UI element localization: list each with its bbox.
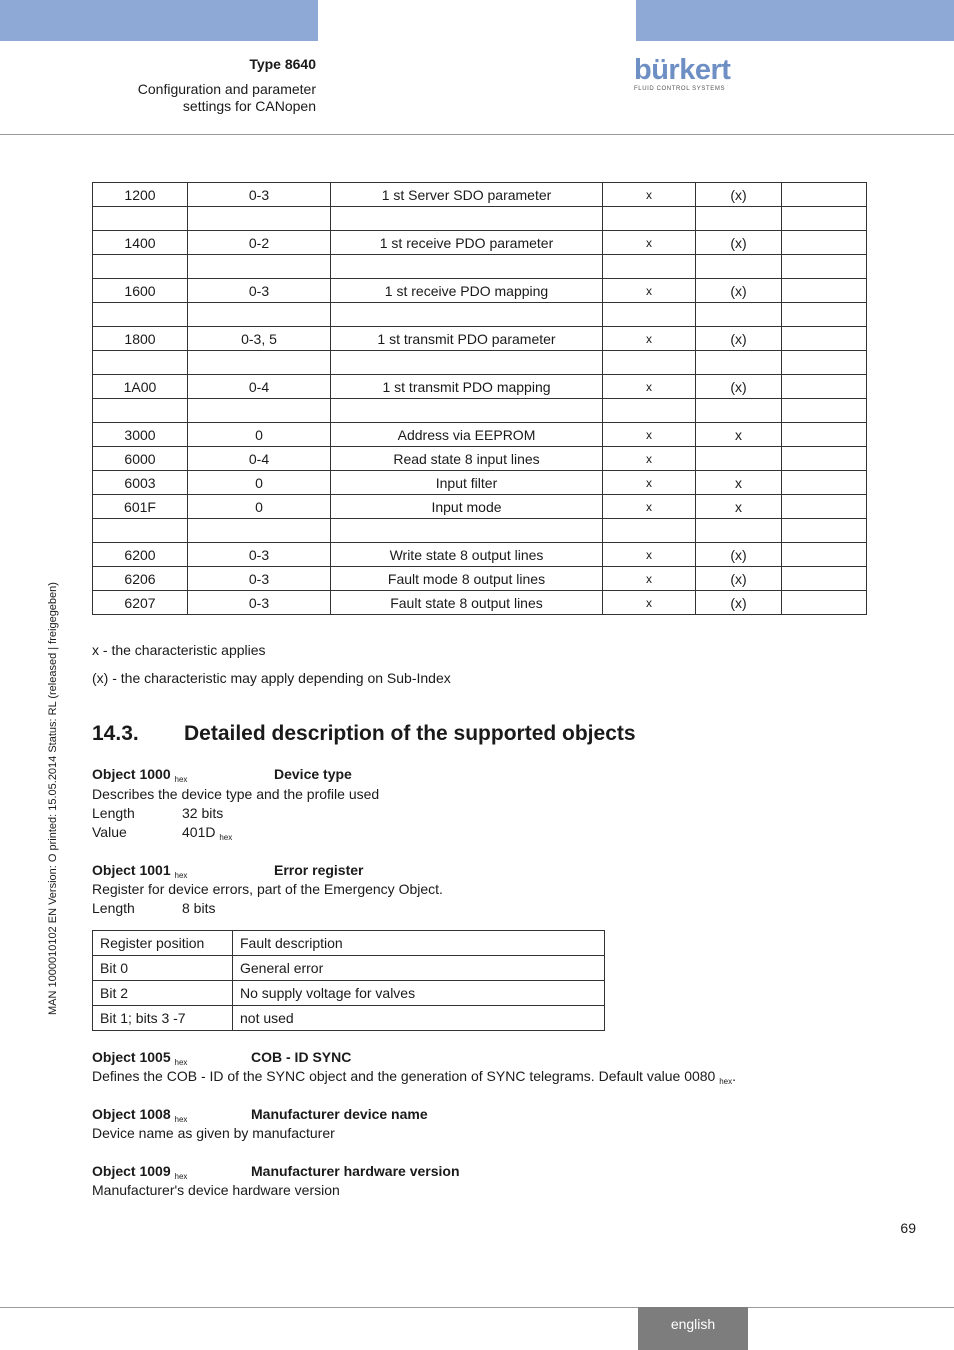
table-cell	[603, 351, 696, 375]
table-row	[93, 399, 867, 423]
table-cell	[782, 567, 867, 591]
table-row	[93, 351, 867, 375]
table-cell	[331, 303, 603, 327]
object-1001-length	[92, 900, 215, 916]
table-row	[93, 931, 605, 956]
table-cell	[782, 543, 867, 567]
hex-subscript: hex	[174, 1058, 188, 1067]
header-bar-right	[636, 0, 954, 41]
table-cell: (x)	[696, 567, 782, 591]
document-type: Type 8640	[249, 56, 316, 72]
table-row	[93, 981, 605, 1006]
table-cell: Fault mode 8 output lines	[331, 567, 603, 591]
error-register-table	[92, 930, 605, 1031]
table-cell: (x)	[696, 183, 782, 207]
table-cell	[331, 519, 603, 543]
table-cell: 0-4	[188, 447, 331, 471]
table-cell	[188, 303, 331, 327]
table-cell: 1200	[93, 183, 188, 207]
table-cell: 1400	[93, 231, 188, 255]
table-cell	[93, 399, 188, 423]
table-cell: Write state 8 output lines	[331, 543, 603, 567]
table-cell: x	[603, 423, 696, 447]
table-cell: 1800	[93, 327, 188, 351]
table-cell: x	[696, 495, 782, 519]
object-1009-description: Manufacturer's device hardware version	[92, 1182, 340, 1198]
logo-tagline: FLUID CONTROL SYSTEMS	[634, 86, 726, 92]
object-1001-label: Object 1001	[92, 862, 171, 878]
table-cell	[188, 351, 331, 375]
table-cell	[93, 351, 188, 375]
table-cell: 0-3	[188, 543, 331, 567]
table-row	[93, 956, 605, 981]
table-row	[93, 1006, 605, 1031]
table-row	[93, 375, 867, 399]
object-1005-label: Object 1005	[92, 1049, 171, 1065]
subtitle-line-1: Configuration and parameter	[137, 81, 316, 97]
table-cell: 0-4	[188, 375, 331, 399]
description-period: .	[732, 1068, 737, 1084]
table-cell	[696, 207, 782, 231]
table-cell	[93, 519, 188, 543]
note-x: x - the characteristic applies	[92, 642, 266, 658]
hex-subscript: hex	[219, 833, 233, 842]
table-cell	[188, 207, 331, 231]
table-cell: (x)	[696, 231, 782, 255]
logo-wordmark: bürkert	[634, 54, 731, 86]
object-1005-heading	[92, 1049, 352, 1067]
burkert-logo	[634, 56, 734, 96]
table-cell: x	[696, 471, 782, 495]
table-cell: 0	[188, 495, 331, 519]
table-cell: 1 st receive PDO parameter	[331, 231, 603, 255]
table-row	[93, 303, 867, 327]
table-cell	[93, 255, 188, 279]
section-heading	[92, 722, 636, 746]
table-row	[93, 543, 867, 567]
table-cell	[696, 351, 782, 375]
table-cell: 1 st receive PDO mapping	[331, 279, 603, 303]
object-1005-description-text: Defines the COB - ID of the SYNC object and the generation of SYNC telegrams. Default value 0080	[92, 1068, 716, 1084]
table-cell	[696, 399, 782, 423]
table-cell: x	[603, 327, 696, 351]
table-cell	[603, 399, 696, 423]
table-cell: 0-2	[188, 231, 331, 255]
table-cell: x	[603, 543, 696, 567]
table-cell	[188, 519, 331, 543]
object-1000-length	[92, 805, 223, 821]
table-cell	[782, 351, 867, 375]
table-cell	[331, 255, 603, 279]
table-cell: 0-3	[188, 279, 331, 303]
object-1000-title: Device type	[274, 766, 352, 782]
table-cell: Read state 8 input lines	[331, 447, 603, 471]
side-document-info: MAN 1000010102 EN Version: O printed: 15.05.2014 Status: RL (released | freigegeben)	[47, 582, 59, 1015]
table-row	[93, 183, 867, 207]
table-cell: General error	[233, 956, 605, 981]
table-cell: Bit 2	[93, 981, 233, 1006]
object-1000-description: Describes the device type and the profile used	[92, 786, 380, 802]
table-row	[93, 255, 867, 279]
table-cell	[696, 519, 782, 543]
table-cell: 3000	[93, 423, 188, 447]
object-1001-heading	[92, 862, 364, 880]
table-cell: Input mode	[331, 495, 603, 519]
table-cell	[188, 399, 331, 423]
object-1005-description	[92, 1068, 736, 1086]
object-1000-value	[92, 824, 232, 842]
table-cell	[782, 591, 867, 615]
table-cell	[696, 303, 782, 327]
table-row	[93, 207, 867, 231]
object-1008-description: Device name as given by manufacturer	[92, 1125, 335, 1141]
table-cell	[782, 327, 867, 351]
table-cell	[93, 207, 188, 231]
table-cell: Address via EEPROM	[331, 423, 603, 447]
table-cell	[782, 471, 867, 495]
object-1008-label: Object 1008	[92, 1106, 171, 1122]
table-row	[93, 591, 867, 615]
table-cell: x	[603, 183, 696, 207]
section-title: Detailed description of the supported objects	[184, 722, 636, 745]
table-cell: (x)	[696, 543, 782, 567]
hex-subscript: hex	[174, 775, 188, 784]
table-cell: Fault state 8 output lines	[331, 591, 603, 615]
table-cell: 601F	[93, 495, 188, 519]
table-cell: x	[603, 375, 696, 399]
table-cell	[782, 375, 867, 399]
table-cell: Input filter	[331, 471, 603, 495]
table-cell	[603, 303, 696, 327]
table-cell	[331, 207, 603, 231]
table-cell	[93, 303, 188, 327]
table-cell: 1 st transmit PDO mapping	[331, 375, 603, 399]
table-cell	[603, 255, 696, 279]
table-cell: x	[603, 495, 696, 519]
table-row	[93, 231, 867, 255]
hex-subscript: hex	[174, 1115, 188, 1124]
header-divider	[0, 134, 954, 135]
table-cell	[782, 207, 867, 231]
table-cell: 1 st transmit PDO parameter	[331, 327, 603, 351]
footer-divider	[0, 1307, 954, 1308]
table-cell: 6206	[93, 567, 188, 591]
table-cell: 0-3, 5	[188, 327, 331, 351]
table-cell: Bit 0	[93, 956, 233, 981]
table-cell: x	[603, 231, 696, 255]
value-key: Value	[92, 824, 127, 840]
length-key: Length	[92, 900, 135, 916]
table-cell: (x)	[696, 591, 782, 615]
table-row	[93, 423, 867, 447]
object-1009-heading	[92, 1163, 460, 1181]
subtitle-line-2: settings for CANopen	[182, 98, 316, 114]
table-cell	[782, 255, 867, 279]
table-cell: 0	[188, 471, 331, 495]
table-cell: x	[696, 423, 782, 447]
table-cell: x	[603, 447, 696, 471]
table-cell: 0-3	[188, 183, 331, 207]
table-row	[93, 471, 867, 495]
table-row	[93, 279, 867, 303]
table-cell: 1600	[93, 279, 188, 303]
table-cell: (x)	[696, 375, 782, 399]
document-subtitle	[138, 81, 316, 115]
object-1009-title: Manufacturer hardware version	[251, 1163, 460, 1179]
object-1000-label: Object 1000	[92, 766, 171, 782]
table-cell: 0-3	[188, 591, 331, 615]
object-1008-heading	[92, 1106, 428, 1124]
header-bar-left	[0, 0, 318, 41]
value-value: 401D	[182, 824, 216, 840]
table-cell	[782, 279, 867, 303]
table-cell	[331, 399, 603, 423]
table-cell	[331, 351, 603, 375]
object-1008-title: Manufacturer device name	[251, 1106, 428, 1122]
table-cell: Register position	[93, 931, 233, 956]
table-cell: (x)	[696, 279, 782, 303]
table-cell: 6200	[93, 543, 188, 567]
table-cell: Bit 1; bits 3 -7	[93, 1006, 233, 1031]
object-1005-title: COB - ID SYNC	[251, 1049, 352, 1065]
table-cell	[696, 447, 782, 471]
table-cell	[782, 303, 867, 327]
table-cell	[782, 399, 867, 423]
section-number: 14.3.	[92, 722, 139, 745]
table-cell: 6003	[93, 471, 188, 495]
table-cell	[603, 207, 696, 231]
table-cell	[603, 519, 696, 543]
table-cell: x	[603, 471, 696, 495]
table-cell: not used	[233, 1006, 605, 1031]
hex-subscript: hex	[174, 1172, 188, 1181]
object-1009-label: Object 1009	[92, 1163, 171, 1179]
length-value: 8 bits	[182, 900, 216, 916]
table-cell	[782, 495, 867, 519]
table-row	[93, 567, 867, 591]
hex-subscript: hex	[174, 871, 188, 880]
table-cell: x	[603, 567, 696, 591]
table-cell: 0	[188, 423, 331, 447]
language-tab: english	[638, 1307, 748, 1350]
table-cell: x	[603, 279, 696, 303]
table-cell	[782, 447, 867, 471]
note-x-parenthesized: (x) - the characteristic may apply depending on Sub-Index	[92, 670, 451, 686]
table-cell	[782, 231, 867, 255]
table-row	[93, 327, 867, 351]
table-cell: 6207	[93, 591, 188, 615]
table-cell: No supply voltage for valves	[233, 981, 605, 1006]
length-value: 32 bits	[182, 805, 224, 821]
object-1000-heading	[92, 766, 352, 784]
table-cell: x	[603, 591, 696, 615]
table-cell: 1A00	[93, 375, 188, 399]
hex-subscript: hex	[719, 1077, 733, 1086]
table-row	[93, 495, 867, 519]
object-table	[92, 182, 867, 615]
table-row	[93, 519, 867, 543]
table-cell: Fault description	[233, 931, 605, 956]
object-1001-title: Error register	[274, 862, 364, 878]
table-cell	[188, 255, 331, 279]
object-1001-description: Register for device errors, part of the Emergency Object.	[92, 881, 443, 897]
table-cell: (x)	[696, 327, 782, 351]
table-row	[93, 447, 867, 471]
table-cell	[782, 423, 867, 447]
page-number: 69	[900, 1220, 916, 1236]
table-cell	[782, 183, 867, 207]
table-cell: 1 st Server SDO parameter	[331, 183, 603, 207]
length-key: Length	[92, 805, 135, 821]
table-cell: 0-3	[188, 567, 331, 591]
table-cell	[696, 255, 782, 279]
table-cell	[782, 519, 867, 543]
table-cell: 6000	[93, 447, 188, 471]
